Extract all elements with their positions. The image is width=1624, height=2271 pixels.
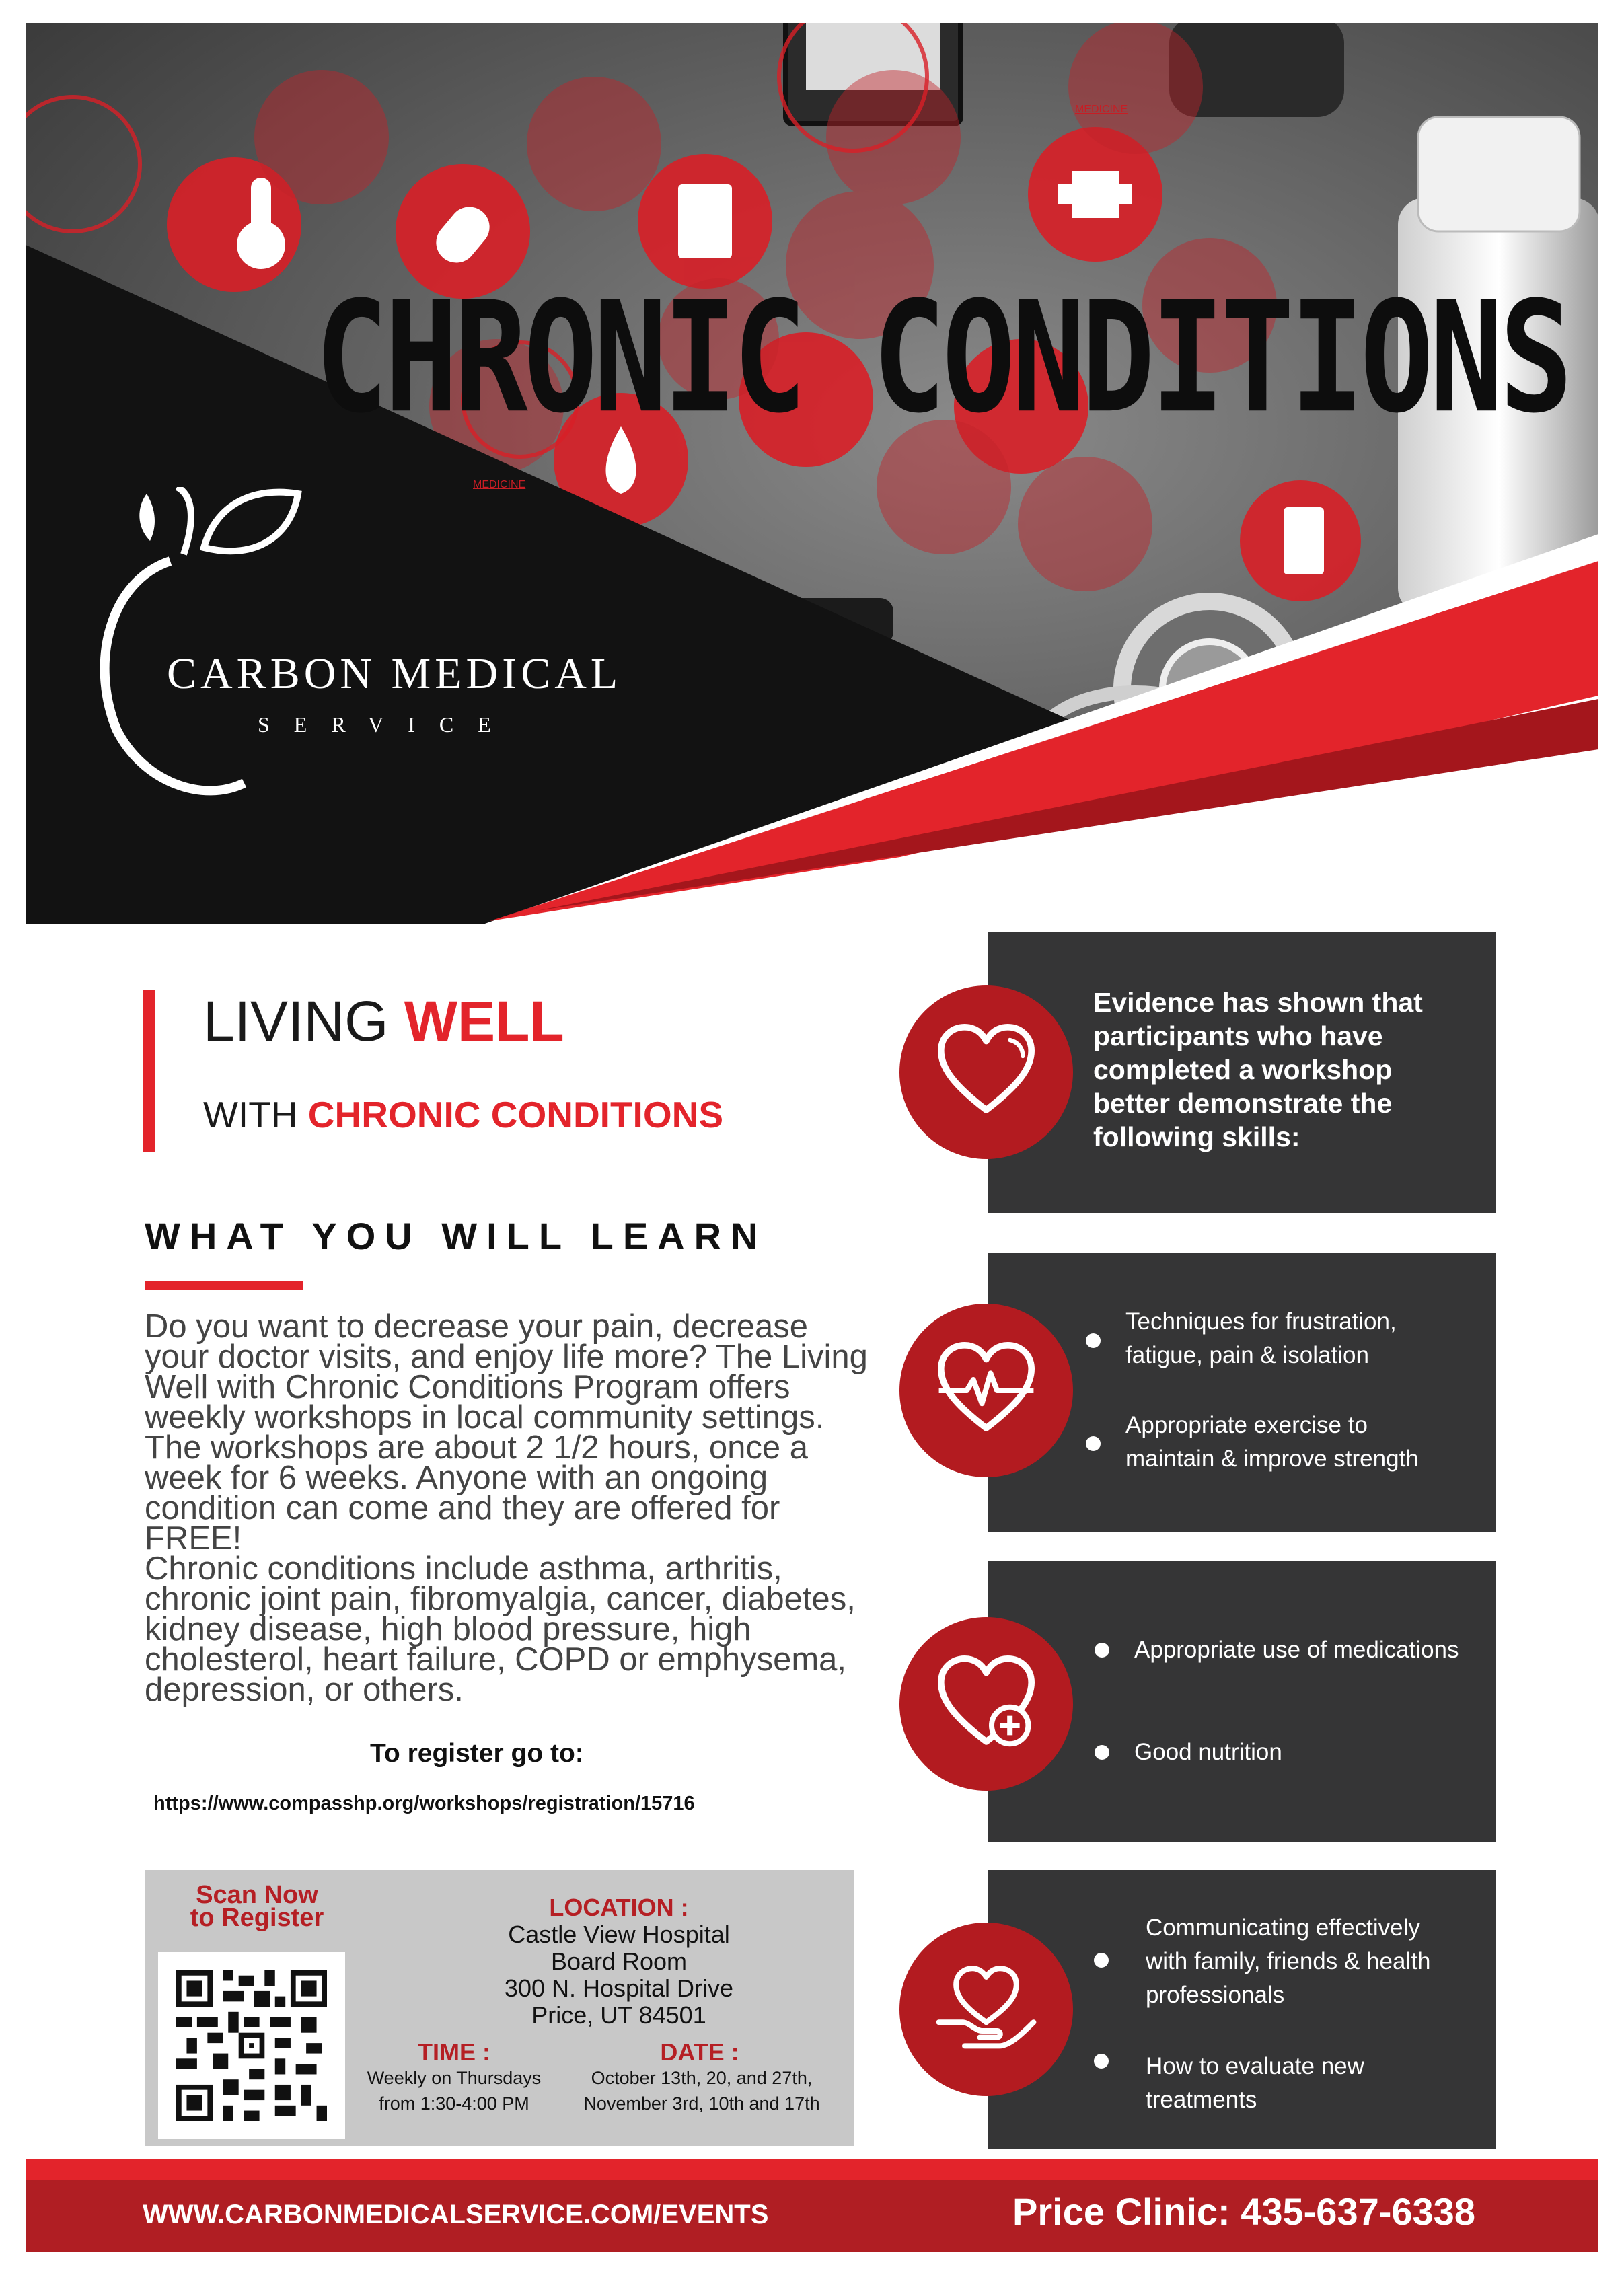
logo-name: CARBON MEDICAL bbox=[167, 649, 622, 698]
footer-website-link[interactable]: WWW.CARBONMEDICALSERVICE.COM/EVENTS bbox=[143, 2200, 769, 2229]
heart-plus-icon bbox=[932, 1650, 1040, 1758]
skill-item: Appropriate use of medications bbox=[1134, 1637, 1459, 1663]
time-label: TIME : bbox=[418, 2038, 490, 2066]
apple-logo-icon bbox=[89, 487, 681, 803]
qr-code-icon[interactable] bbox=[176, 1970, 327, 2121]
divider bbox=[145, 1281, 303, 1290]
heartbeat-icon bbox=[932, 1337, 1040, 1444]
learn-body bbox=[145, 1308, 871, 1708]
page-title: CHRONIC CONDITIONS bbox=[315, 268, 1570, 447]
footer-phone[interactable]: Price Clinic: 435-637-6338 bbox=[1012, 2190, 1475, 2233]
register-label: To register go to: bbox=[370, 1739, 584, 1768]
living-well-heading: LIVING WELL bbox=[203, 990, 564, 1053]
heart-icon bbox=[932, 1018, 1040, 1126]
footer-stripe bbox=[26, 2159, 1598, 2180]
bullet bbox=[1094, 2054, 1109, 2069]
date-label: DATE : bbox=[660, 2038, 739, 2066]
time-value: Weekly on Thursdays from 1:30-4:00 PM bbox=[367, 2068, 542, 2114]
logo-subtitle: SERVICE bbox=[258, 712, 515, 737]
medicine-tag: MEDICINE bbox=[473, 479, 526, 490]
with-chronic-subheading: WITH CHRONIC CONDITIONS bbox=[203, 1094, 724, 1136]
accent-bar bbox=[143, 990, 155, 1152]
location-address: Castle View Hospital Board Room 300 N. Hospital Drive Price, UT 84501 bbox=[504, 1921, 734, 2029]
icon-badge bbox=[899, 1617, 1073, 1791]
learn-paragraph: Chronic conditions include asthma, arthritis, chronic joint pain, fibromyalgia, cancer, diabetes, kidney disease, high blood pressure, high cholesterol, heart failure, COPD or emphysema, depression, or others. bbox=[145, 1551, 856, 1708]
hero-banner bbox=[26, 23, 1598, 924]
date-value: October 13th, 20, and 27th, November 3rd, 10th and 17th bbox=[583, 2068, 820, 2114]
icon-badge bbox=[899, 985, 1073, 1159]
skill-item: How to evaluate new treatments bbox=[1146, 2053, 1364, 2113]
location-label: LOCATION : bbox=[549, 1894, 689, 1921]
icon-badge bbox=[899, 1923, 1073, 2096]
skill-item: Appropriate exercise to maintain & improve strength bbox=[1125, 1412, 1419, 1472]
evidence-text: Evidence has shown that participants who have completed a workshop better demonstrate the following skills: bbox=[1093, 987, 1423, 1152]
skill-item: Communicating effectively with family, friends & health professionals bbox=[1146, 1914, 1431, 2008]
learn-heading: WHAT YOU WILL LEARN bbox=[145, 1215, 768, 1257]
bullet bbox=[1086, 1436, 1101, 1451]
bullet bbox=[1095, 1643, 1109, 1658]
medicine-tag: MEDICINE bbox=[1075, 104, 1128, 115]
icon-badge bbox=[899, 1304, 1073, 1477]
heart-in-hand-icon bbox=[932, 1956, 1040, 2063]
bullet bbox=[1086, 1333, 1101, 1348]
bullet bbox=[1094, 1953, 1109, 1968]
learn-paragraph: Do you want to decrease your pain, decrease your doctor visits, and enjoy life more? The Living Well with Chronic Conditions Program offers weekly workshops in local community settings. The workshops are about 2 1/2 hours, once a week for 6 weeks. Anyone with an ongoing condition can come and they are offered for FREE! bbox=[145, 1308, 868, 1557]
skill-item: Techniques for frustration, fatigue, pain & isolation bbox=[1125, 1308, 1397, 1368]
bullet bbox=[1095, 1745, 1109, 1760]
skill-item: Good nutrition bbox=[1134, 1739, 1282, 1765]
scan-now-label: Scan Now to Register bbox=[190, 1881, 324, 1932]
register-link[interactable]: https://www.compasshp.org/workshops/registration/15716 bbox=[153, 1793, 695, 1814]
